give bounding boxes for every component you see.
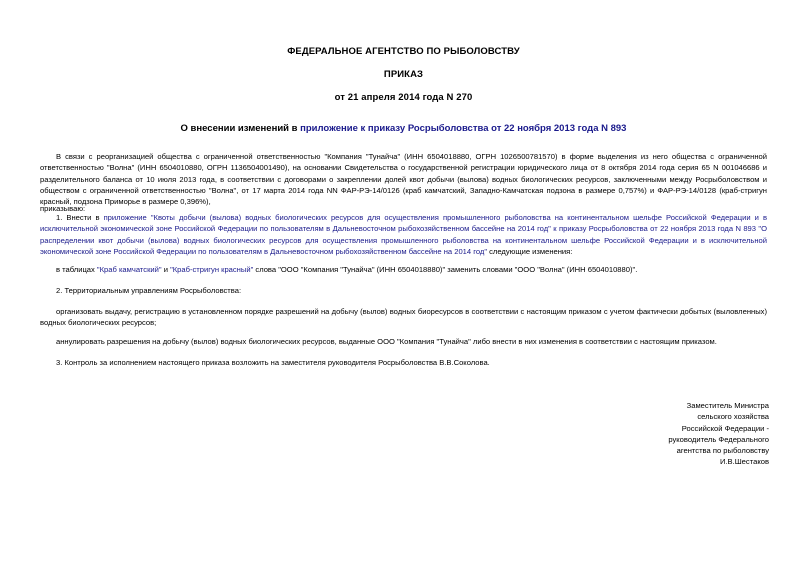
signature-block — [609, 400, 769, 468]
table-link-red-snow-crab[interactable]: "Краб-стригун красный" — [170, 265, 254, 274]
title-prefix: О внесении изменений в — [180, 123, 301, 134]
signature-line: Заместитель Министра — [686, 401, 769, 410]
signature-line: агентства по рыболовству — [676, 446, 769, 456]
document-type: ПРИКАЗ — [383, 69, 424, 80]
item-1-paragraph — [40, 212, 767, 257]
document-date-number: от 21 апреля 2014 года N 270 — [334, 92, 473, 103]
agency-name: ФЕДЕРАЛЬНОЕ АГЕНТСТВО ПО РЫБОЛОВСТВУ — [287, 46, 520, 57]
table-link-king-crab[interactable]: "Краб камчатский" — [96, 265, 162, 274]
preamble-paragraph: В связи с реорганизацией общества с ограниченной ответственностью "Компания "Тунайча" (ИНН 6504018880, ОГРН 1026500781570) в форме выделения из него общества с ограниченной ответственностью "Волна" (ИНН 6504010880, ОГРН 1136504001490), на основании Свидетельства о государственной регистрации юридического лица от 8 октября 2014 года серия 65 N 001046686 и разделительного баланса от 10 июля 2013 года, в соответствии с договорами о закреплении долей квот добычи (вылова) водных биологических ресурсов, заключенными между Росрыболовством и обществом с ограниченной ответственностью "Волна", от 17 марта 2014 года NN ФАР-РЭ-14/0126 (краб камчатский, Западно-Камчатская подзона в размере 0,757%) и ФАР-РЭ-14/0128 (краб-стригун красный, подзона Приморье в размере 0,396%), — [40, 152, 767, 207]
item-1-change-and: и — [161, 265, 171, 274]
item-1-change-prefix: в таблицах — [56, 265, 97, 274]
item-1-prefix: 1. Внести в — [56, 213, 104, 222]
item-2-paragraph: 2. Территориальным управлениям Росрыболовства: — [56, 286, 242, 295]
orders-word: приказываю: — [40, 204, 86, 213]
item-1-suffix: следующие изменения: — [487, 246, 573, 256]
document-title — [0, 123, 807, 134]
signature-line: Российской Федерации - — [681, 423, 769, 433]
item-1-change-paragraph — [40, 264, 767, 275]
signature-name: И.В.Шестаков — [719, 457, 769, 467]
signature-line: сельского хозяйства — [697, 412, 769, 422]
item-3-paragraph: 3. Контроль за исполнением настоящего приказа возложить на заместителя руководителя Росрыболовства В.В.Соколова. — [56, 358, 490, 367]
item-1-change-suffix: слова "ООО "Компания "Тунайча" (ИНН 6504018880)" заменить словами "ООО "Волна" (ИНН 6504010880)". — [253, 265, 638, 274]
item-1-link[interactable]: приложение "Квоты добычи (вылова) водных биологических ресурсов для осуществления промышленного рыболовства на континентальном шельфе Российской Федерации и в исключительной экономической зоне Российской Федерации по пользователям в Дальневосточном рыбохозяйственном бассейне на 2014 год" к приказу Росрыболовства от 22 ноября 2013 года N 893 "О распределении квот добычи (вылова) водных биологических ресурсов для осуществления промышленного рыболовства на континентальном шельфе Российской Федерации и в исключительной экономической зоне Российской Федерации по пользователям в Дальневосточном рыбохозяйственном бассейне на 2014 год" — [40, 213, 767, 256]
item-2b-paragraph: аннулировать разрешения на добычу (вылов) водных биологических ресурсов, выданные ООО "Компания "Тунайча" либо внести в них изменения в соответствии с настоящим приказом. — [56, 337, 717, 346]
signature-line: руководитель Федерального — [668, 434, 769, 444]
title-link[interactable]: приложение к приказу Росрыболовства от 22 ноября 2013 года N 893 — [300, 123, 627, 134]
item-2a-paragraph: организовать выдачу, регистрацию в установленном порядке разрешений на добычу (вылов) водных биоресурсов в соответствии с настоящим приказом с учетом фактически добытых (выловленных) водных биологических ресурсов; — [40, 307, 767, 328]
